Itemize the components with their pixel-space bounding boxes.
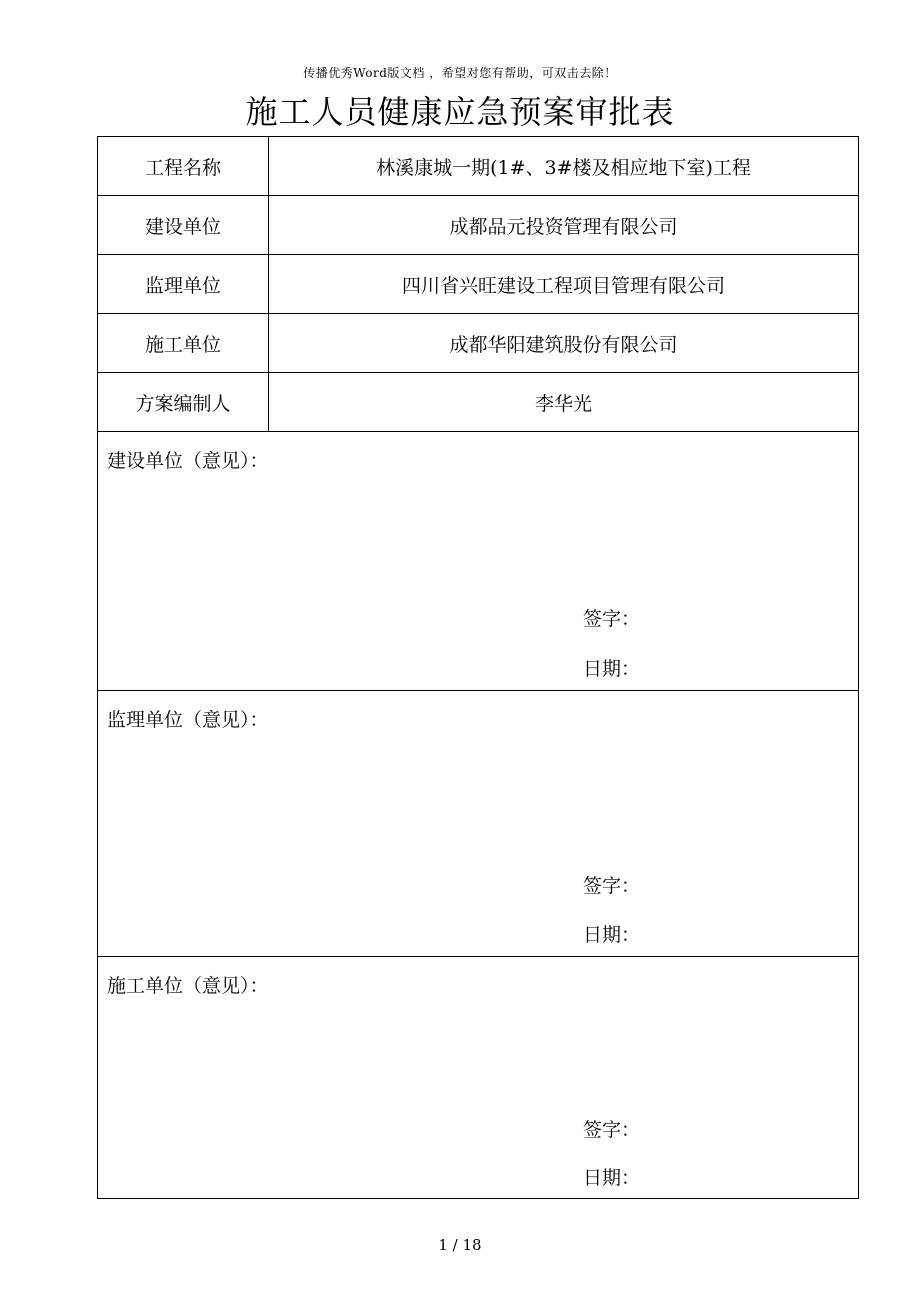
label-plan-author: 方案编制人: [98, 373, 269, 432]
table-row-plan-author: [98, 373, 859, 432]
signature-label-supervisor: 签字：: [583, 875, 641, 897]
date-label-developer: 日期：: [583, 658, 641, 680]
value-supervisor: 四川省兴旺建设工程项目管理有限公司: [269, 255, 859, 314]
label-developer: 建设单位: [98, 196, 269, 255]
table-row-project-name: [98, 137, 859, 196]
date-label-contractor: 日期：: [583, 1167, 641, 1189]
label-supervisor: 监理单位: [98, 255, 269, 314]
signature-label-contractor: 签字：: [583, 1119, 641, 1141]
header-note: 传播优秀Word版文档 ，希望对您有帮助，可双击去除！: [303, 66, 617, 80]
table-row-supervisor: [98, 255, 859, 314]
document-title: 施工人员健康应急预案审批表: [245, 93, 675, 131]
value-contractor: 成都华阳建筑股份有限公司: [269, 314, 859, 373]
signature-label-developer: 签字：: [583, 608, 641, 630]
opinion-cell-supervisor[interactable]: [98, 691, 859, 957]
value-plan-author: 李华光: [269, 373, 859, 432]
opinion-title-supervisor: 监理单位（意见）：: [107, 709, 269, 731]
opinion-cell-contractor[interactable]: [98, 957, 859, 1199]
table-row-contractor: [98, 314, 859, 373]
opinion-title-contractor: 施工单位（意见）：: [107, 975, 269, 997]
label-contractor: 施工单位: [98, 314, 269, 373]
opinion-row-developer: [98, 432, 859, 691]
value-project-name: 林溪康城一期(1#、3#楼及相应地下室)工程: [269, 137, 859, 196]
opinion-title-developer: 建设单位（意见）：: [107, 450, 269, 472]
value-developer: 成都品元投资管理有限公司: [269, 196, 859, 255]
label-project-name: 工程名称: [98, 137, 269, 196]
approval-form-table: [97, 136, 859, 1199]
page-number: 1 / 18: [438, 1236, 482, 1254]
table-row-developer: [98, 196, 859, 255]
opinion-row-contractor: [98, 957, 859, 1199]
opinion-row-supervisor: [98, 691, 859, 957]
opinion-cell-developer[interactable]: [98, 432, 859, 691]
date-label-supervisor: 日期：: [583, 924, 641, 946]
